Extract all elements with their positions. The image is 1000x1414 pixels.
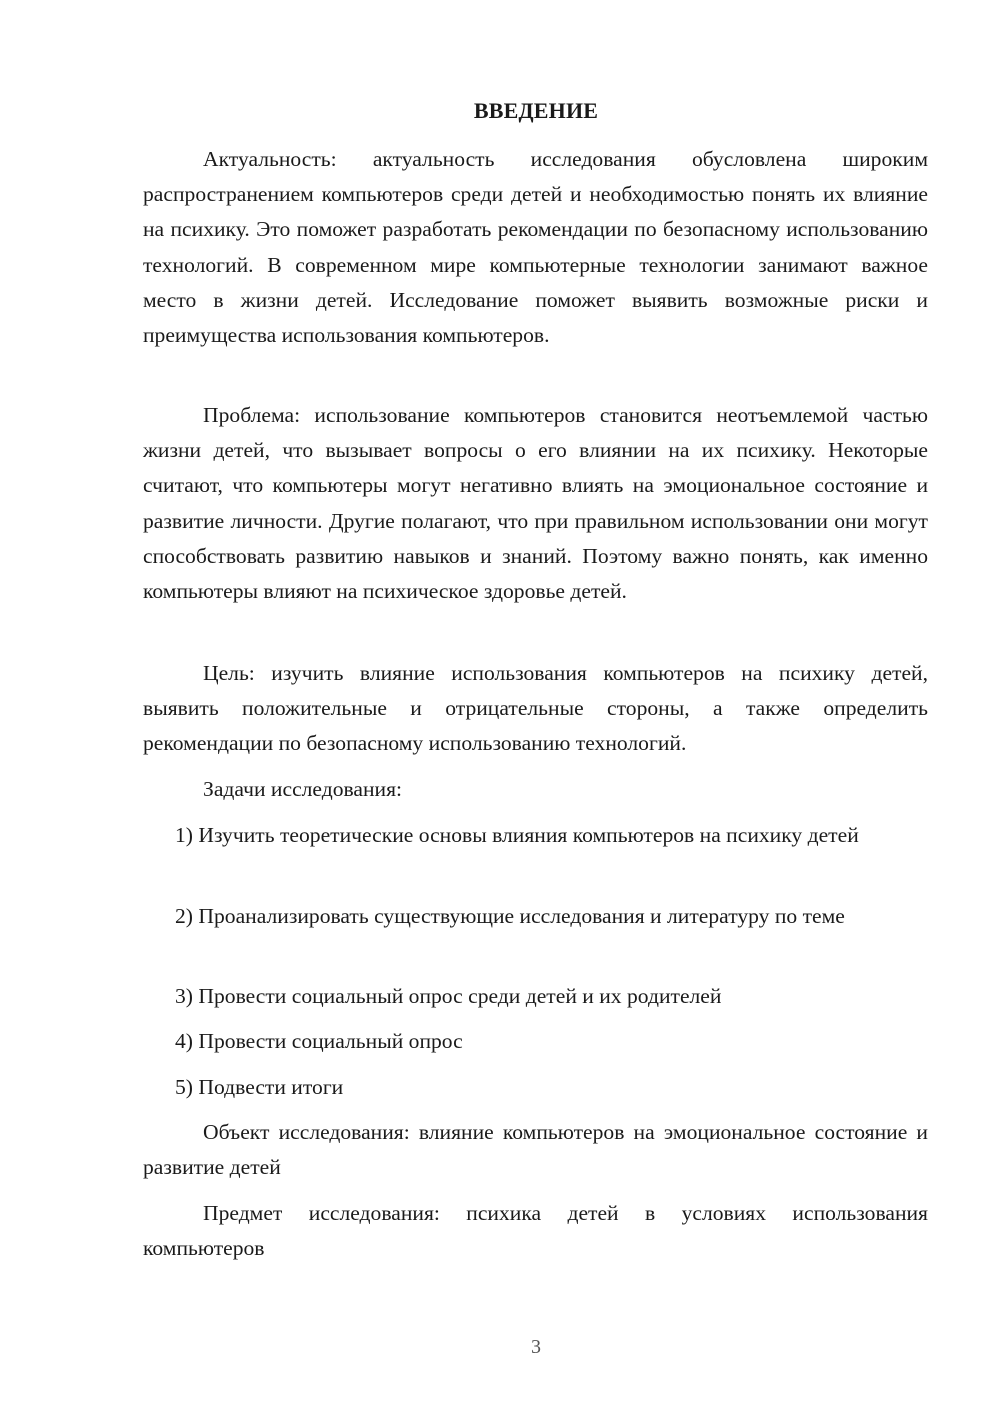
task-item-3: 3) Провести социальный опрос среди детей и их родителей bbox=[175, 984, 722, 1008]
task-item-5: 5) Подвести итоги bbox=[175, 1075, 344, 1099]
task-item-2: 2) Проанализировать существующие исследования и литературу по теме bbox=[175, 904, 845, 928]
paragraph-subject: Предмет исследования: психика детей в условиях использования компьютеров bbox=[143, 1201, 928, 1261]
page-title: ВВЕДЕНИЕ bbox=[473, 98, 599, 123]
paragraph-relevance: Актуальность: актуальность исследования обусловлена широким распространением компьютеров среди детей и необходимостью понять их влияние на психику. Это поможет разработать рекомендации по безопасному использованию технологий. В современном мире компьютерные технологии занимают важное место в жизни детей. Исследование поможет выявить возможные риски и преимущества использования компьютеров. bbox=[143, 147, 928, 348]
page-number: 3 bbox=[531, 1336, 541, 1358]
paragraph-goal: Цель: изучить влияние использования компьютеров на психику детей, выявить положительные и отрицательные стороны, а также определить рекомендации по безопасному использованию технологий. bbox=[143, 661, 928, 756]
paragraph-object: Объект исследования: влияние компьютеров на эмоциональное состояние и развитие детей bbox=[143, 1120, 928, 1180]
paragraph-problem: Проблема: использование компьютеров становится неотъемлемой частью жизни детей, что вызывает вопросы о его влиянии на их психику. Некоторые считают, что компьютеры могут негативно влиять на эмоциональное состояние и развитие личности. Другие полагают, что при правильном использовании они могут способствовать развитию навыков и знаний. Поэтому важно понять, как именно компьютеры влияют на психическое здоровье детей. bbox=[143, 403, 928, 604]
task-item-1: 1) Изучить теоретические основы влияния компьютеров на психику детей bbox=[175, 823, 859, 847]
task-item-4: 4) Провести социальный опрос bbox=[175, 1029, 463, 1053]
tasks-heading: Задачи исследования: bbox=[203, 777, 403, 801]
